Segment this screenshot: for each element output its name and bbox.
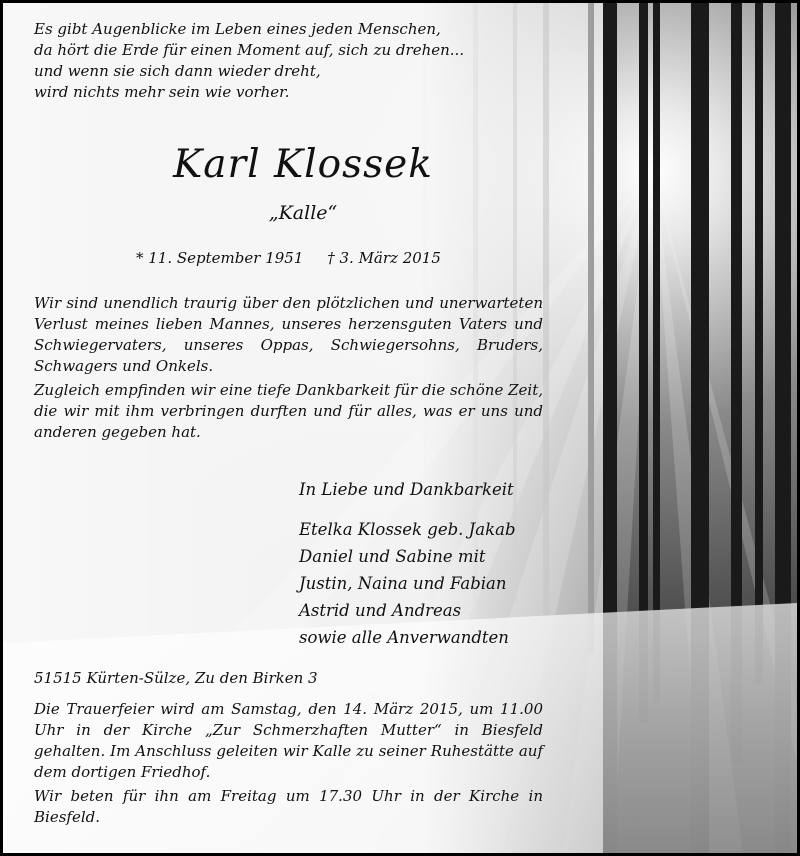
message-paragraph-2: Zugleich empfinden wir eine tiefe Dankbarkeit für die schöne Zeit, die wir mit ihm verbringen durften und für alles, was er uns und anderen gegeben hat.: [34, 381, 543, 441]
family-line: Justin, Naina und Fabian: [299, 574, 507, 593]
deceased-name: Karl Klossek: [173, 142, 433, 187]
funeral-service-text: Die Trauerfeier wird am Samstag, den 14. März 2015, um 11.00 Uhr in der Kirche „Zur Schmerzhaften Mutter“ in Biesfeld gehalten. Im Anschluss geleiten wir Kalle zu seiner Ruhestätte auf dem dortigen Friedhof.: [34, 700, 543, 781]
death-date: † 3. März 2015: [327, 249, 441, 267]
family-address: 51515 Kürten-Sülze, Zu den Birken 3: [34, 669, 318, 687]
life-dates: [136, 247, 441, 269]
family-line: sowie alle Anverwandten: [299, 628, 509, 647]
birth-date: * 11. September 1951: [136, 249, 304, 267]
opening-quote: Es gibt Augenblicke im Leben eines jeden Menschen, da hört die Erde für einen Moment auf, sich zu drehen... und wenn sie sich dann wieder dreht, wird nichts mehr sein wie vorher.: [34, 20, 465, 101]
message-paragraph-1: Wir sind unendlich traurig über den plötzlichen und unerwarteten Verlust meines lieben Mannes, unseres herzensguten Vaters und Schwiegervaters, unseres Oppas, Schwiegersohns, Bruders, Schwagers und Onkels.: [34, 294, 543, 375]
family-line: Etelka Klossek geb. Jakab: [299, 520, 516, 539]
family-line: Daniel und Sabine mit: [299, 547, 486, 566]
family-line: Astrid und Andreas: [299, 601, 462, 620]
closing-line: In Liebe und Dankbarkeit: [299, 480, 514, 499]
deceased-nickname: „Kalle“: [268, 202, 338, 224]
prayer-service-text: Wir beten für ihn am Freitag um 17.30 Uhr in der Kirche in Biesfeld.: [34, 787, 543, 826]
family-signatures: [299, 516, 516, 651]
